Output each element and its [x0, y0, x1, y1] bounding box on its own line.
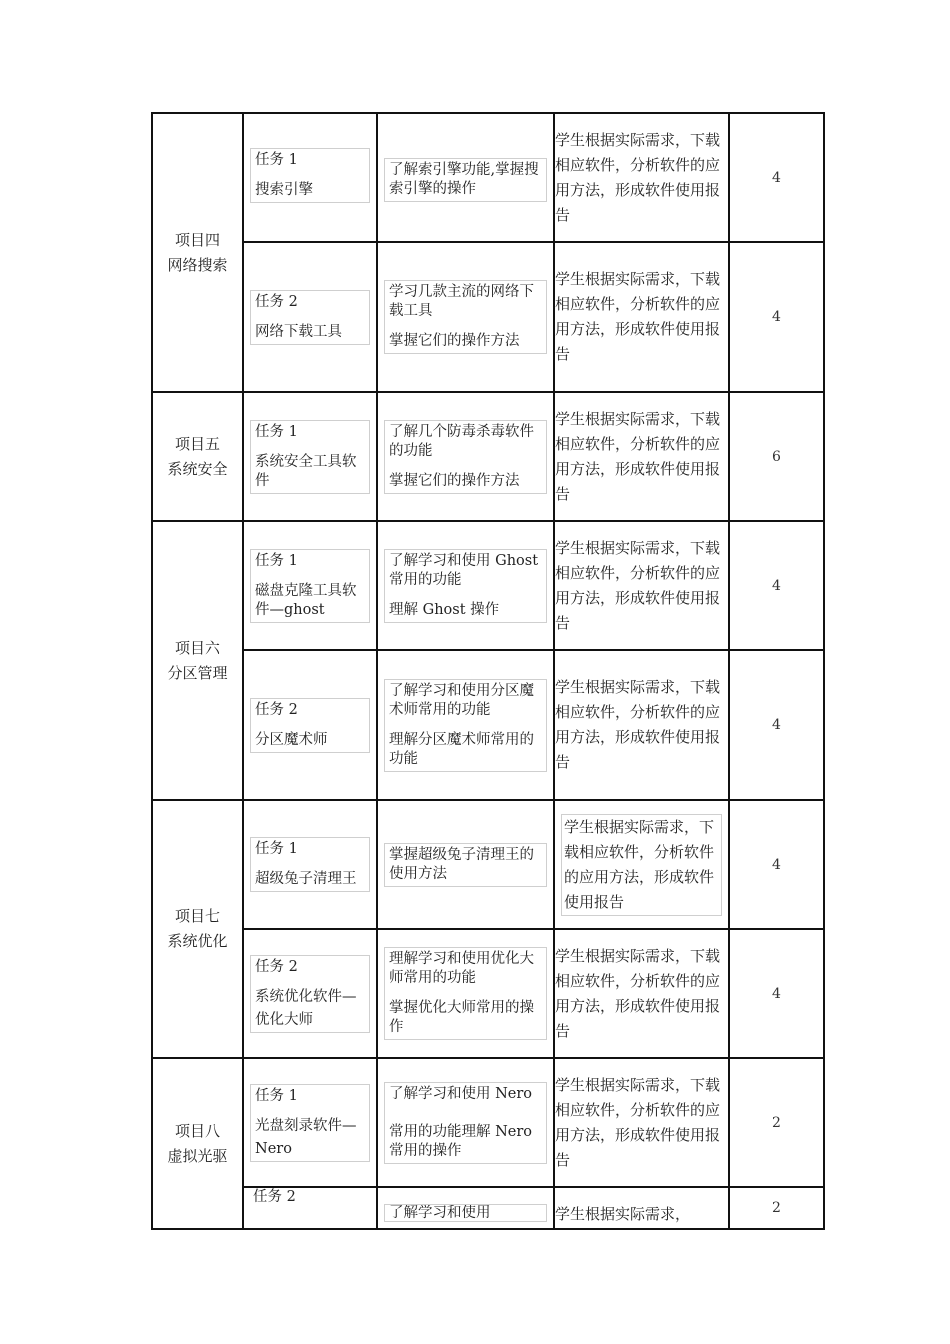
task-box — [250, 148, 370, 203]
task-name: 分区魔术师 — [255, 731, 328, 748]
goal-text: 了解学习和使用分区魔术师常用的功能 — [389, 682, 534, 718]
task-cell — [243, 392, 377, 521]
hours-cell — [729, 800, 824, 929]
project-title: 项目四 — [174, 230, 220, 249]
hours-cell — [729, 242, 824, 392]
task-number: 任务 1 — [255, 552, 298, 569]
goal-cell — [377, 800, 554, 929]
hours-value: 4 — [772, 169, 781, 186]
task-name: 超级兔子清理王 — [255, 871, 357, 887]
requirement-text: 学生根据实际需求，下载相应软件，分析软件的应用方法，形成软件使用报告 — [555, 678, 721, 771]
hours-value: 4 — [772, 577, 781, 594]
table-row — [152, 929, 824, 1058]
table-row — [152, 521, 824, 650]
table-row — [152, 392, 824, 521]
goal-cell — [377, 1058, 554, 1187]
hours-value: 2 — [772, 1114, 781, 1131]
requirement-cell — [554, 242, 729, 392]
goal-cell — [377, 650, 554, 800]
project-title: 项目八 — [174, 1122, 220, 1140]
task-box — [250, 549, 370, 623]
hours-value: 6 — [772, 448, 781, 465]
task-name-2: 优化大师 — [255, 1011, 313, 1028]
task-number: 任务 2 — [255, 958, 298, 975]
project-cell — [152, 392, 243, 521]
table-row — [152, 242, 824, 392]
goal-box — [384, 420, 547, 494]
goal-box — [384, 1204, 547, 1222]
project-cell — [152, 521, 243, 800]
task-cell — [243, 800, 377, 929]
goal-text: 了解学习和使用 Ghost 常用的功能 — [389, 552, 539, 588]
task-cell — [243, 929, 377, 1058]
hours-value: 4 — [772, 856, 781, 873]
goal-text: 了解学习和使用 — [389, 1205, 491, 1221]
goal-box — [384, 947, 547, 1040]
goal-text: 了解学习和使用 Nero — [389, 1085, 533, 1102]
goal-text: 学习几款主流的网络下载工具 — [389, 284, 534, 319]
requirement-cell — [554, 929, 729, 1058]
requirement-text: 学生根据实际需求，下载相应软件，分析软件的应用方法，形成软件使用报告 — [555, 409, 721, 503]
goal-cell — [377, 929, 554, 1058]
hours-cell — [729, 392, 824, 521]
task-name: 系统安全工具软件 — [255, 453, 357, 489]
task-box — [250, 290, 370, 345]
project-subtitle: 分区管理 — [167, 663, 228, 682]
goal-text-2: 掌握优化大师常用的操作 — [389, 1000, 534, 1035]
hours-cell — [729, 650, 824, 800]
task-box — [250, 837, 370, 892]
project-title: 项目七 — [174, 907, 220, 925]
requirement-cell — [554, 800, 729, 929]
task-name: 光盘刻录软件— — [255, 1117, 357, 1134]
task-number: 任务 2 — [255, 293, 298, 310]
table-row — [152, 1058, 824, 1187]
requirement-cell — [554, 1187, 729, 1229]
task-cell — [243, 1058, 377, 1187]
goal-box — [384, 280, 547, 354]
project-cell — [152, 800, 243, 1058]
table-row — [152, 113, 824, 242]
project-subtitle: 虚拟光驱 — [167, 1147, 228, 1165]
project-title: 项目五 — [174, 434, 220, 453]
task-cell — [243, 113, 377, 242]
task-name: 系统优化软件— — [255, 988, 357, 1005]
hours-value: 4 — [772, 717, 781, 733]
goal-text-2: 掌握它们的操作方法 — [389, 333, 520, 349]
hours-cell — [729, 929, 824, 1058]
goal-cell — [377, 1187, 554, 1229]
task-number: 任务 1 — [255, 152, 298, 168]
task-name: 磁盘克隆工具软件—ghost — [255, 582, 357, 618]
task-name: 搜索引擎 — [255, 182, 313, 198]
goal-text: 掌握超级兔子清理王的使用方法 — [389, 846, 534, 882]
goal-box — [384, 158, 547, 202]
goal-text-2: 理解 Ghost 操作 — [389, 601, 500, 618]
project-cell — [152, 113, 243, 392]
project-subtitle: 系统安全 — [167, 459, 228, 478]
goal-text-2: 常用的功能理解 Nero 常用的操作 — [389, 1123, 533, 1159]
goal-text-2: 掌握它们的操作方法 — [389, 472, 520, 489]
hours-value: 4 — [772, 309, 781, 325]
requirement-cell — [554, 1058, 729, 1187]
goal-cell — [377, 242, 554, 392]
task-box — [250, 955, 370, 1033]
project-cell — [152, 1058, 243, 1229]
table-row — [152, 800, 824, 929]
hours-cell — [729, 1058, 824, 1187]
hours-value: 4 — [772, 985, 781, 1002]
goal-text-2: 理解分区魔术师常用的功能 — [389, 731, 534, 767]
task-name-2: Nero — [255, 1140, 292, 1157]
goal-box — [384, 679, 547, 772]
goal-text: 理解学习和使用优化大师常用的功能 — [389, 951, 534, 986]
goal-box — [384, 549, 547, 623]
task-number: 任务 1 — [255, 423, 298, 440]
requirement-text: 学生根据实际需求，下载相应软件，分析软件的应用方法，形成软件使用报告 — [555, 130, 721, 224]
requirement-text: 学生根据实际需求， — [555, 1205, 691, 1223]
task-number: 任务 2 — [255, 701, 298, 718]
goal-text: 了解索引擎功能,掌握搜索引擎的操作 — [389, 162, 539, 197]
task-box — [250, 698, 370, 753]
goal-cell — [377, 113, 554, 242]
task-name: 网络下载工具 — [255, 323, 342, 340]
goal-cell — [377, 392, 554, 521]
requirement-text: 学生根据实际需求，下载相应软件，分析软件的应用方法，形成软件使用报告 — [555, 270, 721, 363]
hours-cell — [729, 1187, 824, 1229]
goal-box — [384, 1082, 547, 1164]
hours-cell — [729, 521, 824, 650]
goal-text: 了解几个防毒杀毒软件的功能 — [389, 423, 534, 459]
table-row — [152, 1187, 824, 1229]
requirement-text: 学生根据实际需求，下载相应软件，分析软件的应用方法，形成软件使用报告 — [555, 538, 721, 632]
requirement-box — [561, 814, 722, 916]
project-subtitle: 系统优化 — [167, 932, 228, 950]
project-title: 项目六 — [174, 638, 220, 657]
goal-box — [384, 843, 547, 887]
requirement-cell — [554, 521, 729, 650]
goal-cell — [377, 521, 554, 650]
requirement-cell — [554, 650, 729, 800]
task-number: 任务 1 — [255, 841, 298, 857]
table-row — [152, 650, 824, 800]
curriculum-table — [151, 112, 825, 1230]
task-cell — [243, 521, 377, 650]
hours-value: 2 — [772, 1200, 781, 1216]
requirement-text: 学生根据实际需求，下载相应软件，分析软件的应用方法，形成软件使用报告 — [564, 817, 715, 911]
task-cell — [243, 1187, 377, 1229]
hours-cell — [729, 113, 824, 242]
project-subtitle: 网络搜索 — [167, 255, 228, 274]
task-box — [250, 420, 370, 494]
task-number: 任务 1 — [255, 1087, 298, 1104]
task-number: 任务 2 — [253, 1189, 296, 1205]
requirement-cell — [554, 392, 729, 521]
requirement-text: 学生根据实际需求，下载相应软件，分析软件的应用方法，形成软件使用报告 — [555, 946, 721, 1040]
requirement-cell — [554, 113, 729, 242]
task-cell — [243, 650, 377, 800]
task-cell — [243, 242, 377, 392]
task-box — [250, 1084, 370, 1162]
requirement-text: 学生根据实际需求，下载相应软件，分析软件的应用方法，形成软件使用报告 — [555, 1075, 721, 1169]
